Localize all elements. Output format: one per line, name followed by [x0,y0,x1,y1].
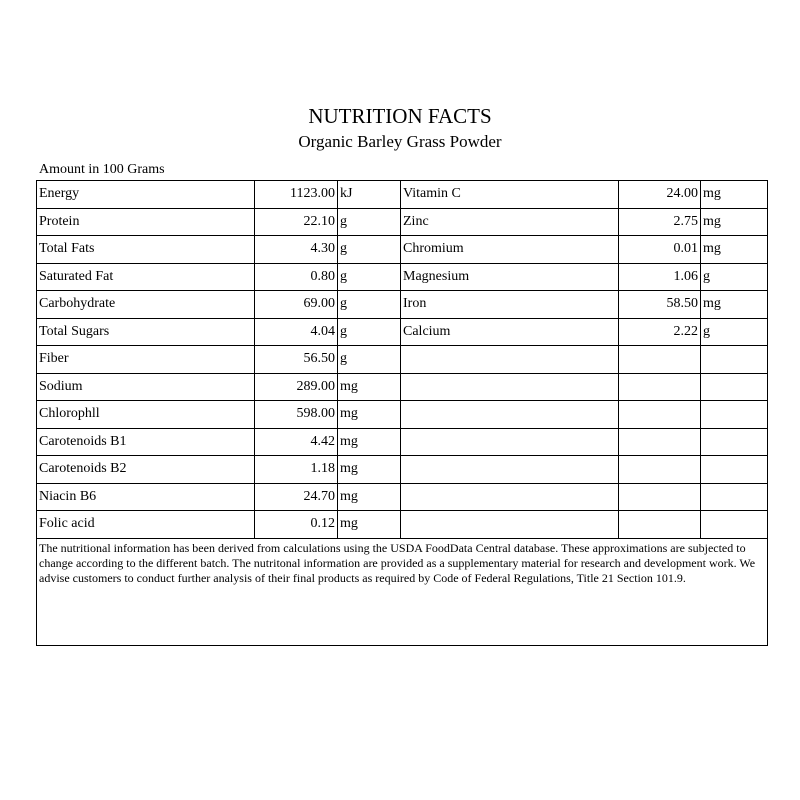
right-nutrient-value [619,428,701,456]
right-nutrient-name [401,401,619,429]
right-nutrient-unit [701,456,768,484]
left-nutrient-unit: g [338,208,401,236]
right-nutrient-unit: g [701,263,768,291]
left-nutrient-name: Saturated Fat [37,263,255,291]
table-row [37,428,768,456]
right-nutrient-value: 2.22 [619,318,701,346]
right-nutrient-unit [701,483,768,511]
right-nutrient-unit: g [701,318,768,346]
left-nutrient-value: 4.30 [255,236,338,264]
left-nutrient-unit: mg [338,373,401,401]
left-nutrient-name: Total Fats [37,236,255,264]
left-nutrient-name: Carbohydrate [37,291,255,319]
left-nutrient-name: Folic acid [37,511,255,539]
right-nutrient-name [401,483,619,511]
right-nutrient-value [619,373,701,401]
table-row [37,456,768,484]
right-nutrient-value [619,511,701,539]
footnote-row [37,538,768,645]
right-nutrient-unit [701,373,768,401]
table-row [37,346,768,374]
left-nutrient-name: Total Sugars [37,318,255,346]
left-nutrient-name: Carotenoids B1 [37,428,255,456]
right-nutrient-name [401,373,619,401]
right-nutrient-unit [701,511,768,539]
left-nutrient-name: Protein [37,208,255,236]
left-nutrient-name: Niacin B6 [37,483,255,511]
right-nutrient-value: 1.06 [619,263,701,291]
right-nutrient-value [619,483,701,511]
right-nutrient-unit: mg [701,208,768,236]
product-name: Organic Barley Grass Powder [298,132,502,151]
table-row [37,236,768,264]
left-nutrient-value: 56.50 [255,346,338,374]
left-nutrient-value: 22.10 [255,208,338,236]
right-nutrient-name: Zinc [401,208,619,236]
left-nutrient-name: Sodium [37,373,255,401]
serving-amount-label: Amount in 100 Grams [39,162,165,177]
table-row [37,291,768,319]
right-nutrient-name [401,511,619,539]
left-nutrient-unit: g [338,291,401,319]
left-nutrient-value: 24.70 [255,483,338,511]
left-nutrient-value: 4.42 [255,428,338,456]
table-row [37,263,768,291]
left-nutrient-value: 289.00 [255,373,338,401]
right-nutrient-unit [701,401,768,429]
left-nutrient-unit: g [338,263,401,291]
right-nutrient-name: Calcium [401,318,619,346]
right-nutrient-unit: mg [701,291,768,319]
table-row [37,401,768,429]
right-nutrient-name: Iron [401,291,619,319]
right-nutrient-unit [701,428,768,456]
right-nutrient-unit: mg [701,236,768,264]
left-nutrient-value: 1.18 [255,456,338,484]
table-row [37,181,768,209]
left-nutrient-unit: mg [338,401,401,429]
right-nutrient-name: Vitamin C [401,181,619,209]
left-nutrient-unit: mg [338,456,401,484]
left-nutrient-name: Energy [37,181,255,209]
right-nutrient-name [401,456,619,484]
left-nutrient-unit: mg [338,483,401,511]
left-nutrient-value: 69.00 [255,291,338,319]
nutrition-table [36,180,768,646]
right-nutrient-value: 24.00 [619,181,701,209]
left-nutrient-unit: mg [338,511,401,539]
left-nutrient-unit: g [338,318,401,346]
table-row [37,483,768,511]
left-nutrient-name: Chlorophll [37,401,255,429]
table-row [37,373,768,401]
right-nutrient-value [619,401,701,429]
right-nutrient-name: Chromium [401,236,619,264]
table-row [37,208,768,236]
right-nutrient-unit: mg [701,181,768,209]
right-nutrient-value [619,456,701,484]
right-nutrient-value: 0.01 [619,236,701,264]
left-nutrient-unit: g [338,346,401,374]
right-nutrient-name: Magnesium [401,263,619,291]
left-nutrient-value: 598.00 [255,401,338,429]
nutrition-rows [37,181,768,539]
left-nutrient-name: Carotenoids B2 [37,456,255,484]
right-nutrient-value: 2.75 [619,208,701,236]
left-nutrient-value: 0.12 [255,511,338,539]
right-nutrient-name [401,428,619,456]
left-nutrient-unit: mg [338,428,401,456]
left-nutrient-value: 4.04 [255,318,338,346]
left-nutrient-unit: g [338,236,401,264]
page-title: NUTRITION FACTS [308,104,492,128]
table-row [37,511,768,539]
right-nutrient-unit [701,346,768,374]
left-nutrient-unit: kJ [338,181,401,209]
right-nutrient-name [401,346,619,374]
right-nutrient-value [619,346,701,374]
right-nutrient-value: 58.50 [619,291,701,319]
left-nutrient-value: 0.80 [255,263,338,291]
disclaimer-text: The nutritional information has been derived from calculations using the USDA FoodData Central database. These approximations are subjected to change according to the different batch. The nutritonal information are provided as a supplementary material for research and development work. We advise customers to conduct further analysis of their final products as required by Code of Federal Regulations, Title 21 Section 101.9. [37,538,768,645]
left-nutrient-name: Fiber [37,346,255,374]
table-row [37,318,768,346]
left-nutrient-value: 1123.00 [255,181,338,209]
